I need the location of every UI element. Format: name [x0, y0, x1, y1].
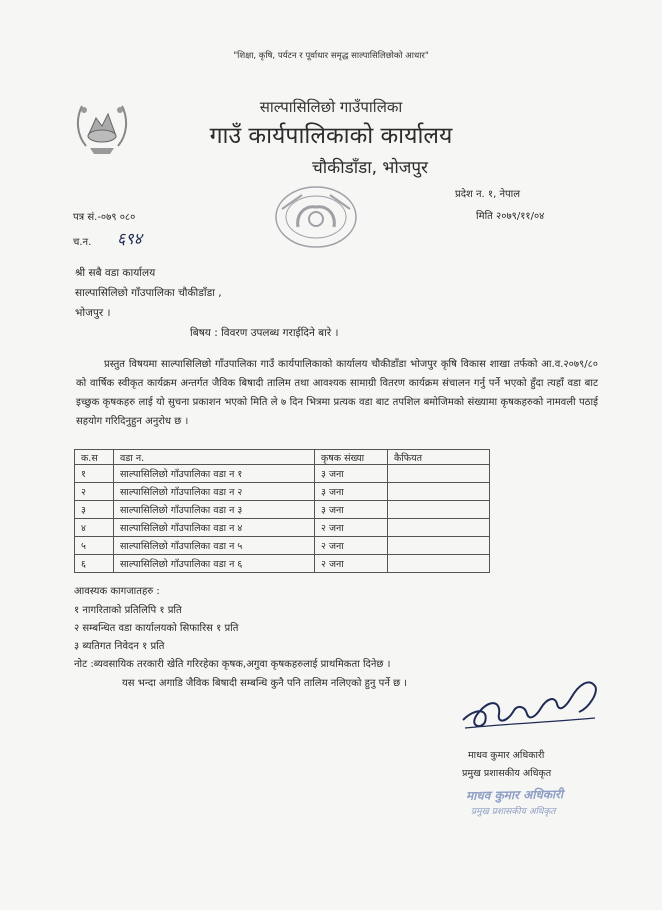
table-cell-ward: साल्पासिलिछो गाँउपालिका वडा न ६ [114, 555, 315, 573]
table-header-cell: वडा न. [114, 450, 315, 465]
table-row [75, 465, 490, 483]
table-cell-serial: ३ [75, 501, 114, 519]
handwritten-signature-icon [455, 668, 605, 734]
letterhead-location: चौकीडाँडा, भोजपुर [311, 158, 429, 178]
table-cell-ward: साल्पासिलिछो गाँउपालिका वडा न ३ [114, 501, 315, 519]
body-paragraph [76, 355, 598, 431]
recipient-line-3: भोजपुर । [75, 307, 111, 319]
subject-line: बिषय : विवरण उपलब्ध गराईदिने बारे । [190, 327, 339, 339]
note-line: नोट :ब्यवसायिक तरकारी खेति गरिरहेका कृषक,अगुवा कृषकहरुलाई प्राथमिकता दिनेछ । [74, 659, 391, 670]
table-cell-serial: १ [75, 465, 114, 483]
requirements-heading: आवस्यक कागजातहरु : [74, 586, 160, 597]
table-row [75, 519, 490, 537]
table-row [75, 483, 490, 501]
requirement-item: १ नागरिताको प्रतिलिपि १ प्रति [74, 605, 182, 616]
table-cell-remarks [388, 501, 490, 519]
table-row [75, 537, 490, 555]
patra-sankhya: पत्र सं.-०७९ ०८० [73, 212, 136, 223]
table-cell-remarks [388, 537, 490, 555]
table-header-cell: कैफियत [388, 450, 490, 465]
requirement-item: ३ ब्यतिगत निवेदन १ प्रति [74, 641, 165, 652]
signatory-designation: प्रमुख प्रशासकीय अधिकृत [462, 768, 552, 779]
closing-line: यस भन्दा अगाडि जैविक बिषादी सम्बन्धि कुनै पनि तालिम नलिएको हुनु पर्ने छ । [122, 678, 408, 689]
table-cell-ward: साल्पासिलिछो गाँउपालिका वडा न १ [114, 465, 315, 483]
table-header-cell: कृषक संख्या [315, 450, 388, 465]
table-cell-remarks [388, 555, 490, 573]
letterhead-office: गाउँ कार्यपालिकाको कार्यालय [209, 123, 453, 149]
pradesh-line: प्रदेश न. १, नेपाल [455, 189, 521, 200]
date-line: मिति २०७९/११/०४ [476, 211, 545, 222]
table-cell-count: २ जना [315, 519, 388, 537]
table-cell-serial: ६ [75, 555, 114, 573]
letterhead-tagline: "शिक्षा, कृषि, पर्यटन र पूर्वाधार समृद्ध साल्पासिलिछोको आधार" [233, 51, 429, 61]
table-cell-serial: ४ [75, 519, 114, 537]
recipient-line-1: श्री सबै वडा कार्यालय [75, 267, 156, 279]
table-cell-remarks [388, 519, 490, 537]
table-cell-remarks [388, 465, 490, 483]
table-cell-ward: साल्पासिलिछो गाँउपालिका वडा न ४ [114, 519, 315, 537]
table-cell-ward: साल्पासिलिछो गाँउपालिका वडा न ५ [114, 537, 315, 555]
letterhead-municipality: साल्पासिलिछो गाउँपालिका [259, 98, 403, 116]
ward-farmer-table [74, 449, 490, 573]
table-header-row [75, 450, 490, 465]
chalani-label: च.न. [73, 237, 92, 248]
table-cell-count: २ जना [315, 555, 388, 573]
table-cell-serial: ५ [75, 537, 114, 555]
table-header-cell: क.स [75, 450, 114, 465]
table-cell-count: २ जना [315, 537, 388, 555]
body-text: प्रस्तुत विषयमा साल्पासिलिछो गाँउपालिका गाउँ कार्यपालिकाको कार्यालय चौकीडाँडा भोजपुर कृषि विकास शाखा तर्फको आ.व.२०७९/८० को वार्षिक स्वीकृत कार्यक्रम अन्तर्गत जैविक बिषादी तालिम तथा आवश्यक सामाग्री वितरण कार्यक्रम संचालन गर्नु पर्ने भएको हुँदा त्यहाँ वडा बाट इच्छुक कृषकहरु लाई यो सुचना प्रकाशन भएको मिति ले ७ दिन भित्रमा प्रत्यक वडा बाट तपशिल बमोजिमको संख्यामा कृषकहरुको नामवली पठाई सहयोग गरिदिनुहुन अनुरोध छ । [76, 359, 598, 427]
table-cell-count: ३ जना [315, 483, 388, 501]
office-seal-stamp-icon [262, 175, 370, 257]
table-cell-remarks [388, 483, 490, 501]
signatory-stamp-name: माधव कुमार अधिकारी [465, 787, 564, 803]
table-row [75, 555, 490, 573]
table-cell-serial: २ [75, 483, 114, 501]
chalani-number: ६९४ [117, 229, 142, 248]
signatory-name: माधव कुमार अधिकारी [468, 750, 545, 761]
table-row [75, 501, 490, 519]
recipient-line-2: साल्पासिलिछो गाँउपालिका चौकीडाँडा , [75, 287, 222, 299]
table-cell-count: ३ जना [315, 501, 388, 519]
table-cell-ward: साल्पासिलिछो गाँउपालिका वडा न २ [114, 483, 315, 501]
table-cell-count: ३ जना [315, 465, 388, 483]
signatory-stamp-designation: प्रमुख प्रशासकीय अधिकृत [471, 807, 556, 817]
requirement-item: २ सम्बन्धित वडा कार्यालयको सिफारिस १ प्रति [74, 623, 239, 634]
